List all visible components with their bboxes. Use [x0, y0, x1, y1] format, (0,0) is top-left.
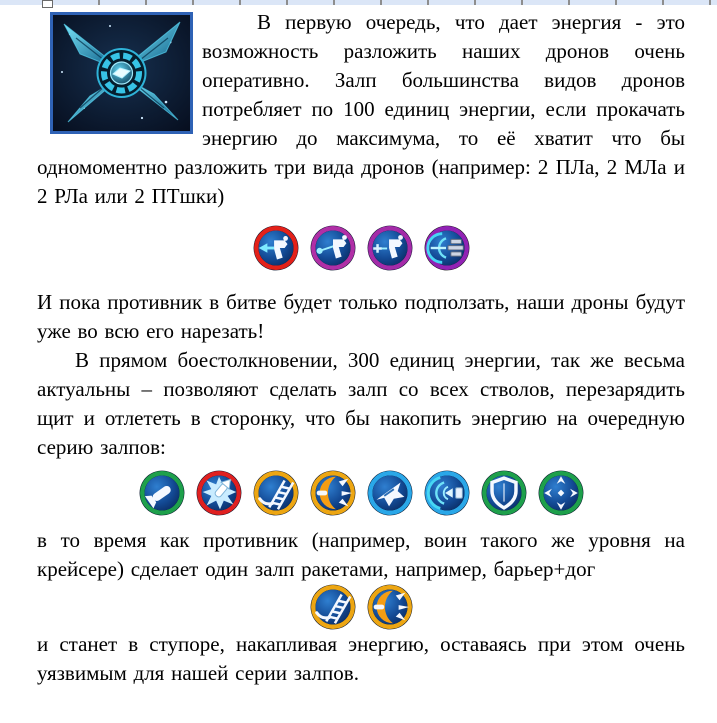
- energy-ability-artwork: [50, 12, 193, 134]
- drone-mla-icon: [310, 225, 356, 271]
- drone-rla-icon: [367, 225, 413, 271]
- maneuver-arrows-icon: [538, 470, 584, 516]
- barrier-crescent-icon: [367, 584, 413, 630]
- table-handle[interactable]: [42, 0, 53, 8]
- drone-deploy-icons: [37, 225, 685, 271]
- drone-pt-icon: [424, 225, 470, 271]
- paragraph-3: В прямом боестолкновении, 300 единиц энергии, так же весьма актуальны – позволяют сделать залп со всех стволов, перезарядить щит и отлететь в сторонку, что бы накопить энергию на очередную серию залпов:: [37, 348, 685, 459]
- enemy-salvo-icons: [37, 584, 685, 630]
- boarding-ladder-icon: [253, 470, 299, 516]
- ruler-strip: [0, 0, 717, 5]
- ship-icon: [367, 470, 413, 516]
- paragraph-1-text: В первую очередь, что дает энергия - это возможность разложить наших дронов очень оперативно. Залп большинства видов дронов потребляет по 100 единиц энергии, если прокачать энергию до максимума, то её хватит что бы одномоментно разложить три вида дронов (например: 2 ПЛа, 2 МЛа и 2 РЛа или 2 ПТшки): [37, 10, 685, 208]
- paragraph-1: [37, 8, 685, 211]
- shield-recharge-icon: [424, 470, 470, 516]
- paragraph-4: в то время как противник (например, воин такого же уровня на крейсере) сделает один залп ракетами, например, барьер+дог: [37, 528, 685, 581]
- document-body: [37, 8, 685, 688]
- boarding-ladder-icon: [310, 584, 356, 630]
- paragraph-5: и станет в ступоре, накапливая энергию, оставаясь при этом очень уязвимым для нашей серии залпов.: [37, 632, 685, 685]
- rocket-burst-icon: [196, 470, 242, 516]
- full-salvo-icons: [37, 470, 685, 516]
- torpedo-icon: [139, 470, 185, 516]
- ruler-ticks: [0, 0, 717, 5]
- shield-icon: [481, 470, 527, 516]
- paragraph-2: И пока противник в битве будет только подползать, наши дроны будут уже во всю его нарезать!: [37, 290, 685, 343]
- barrier-crescent-icon: [310, 470, 356, 516]
- drone-pla-icon: [253, 225, 299, 271]
